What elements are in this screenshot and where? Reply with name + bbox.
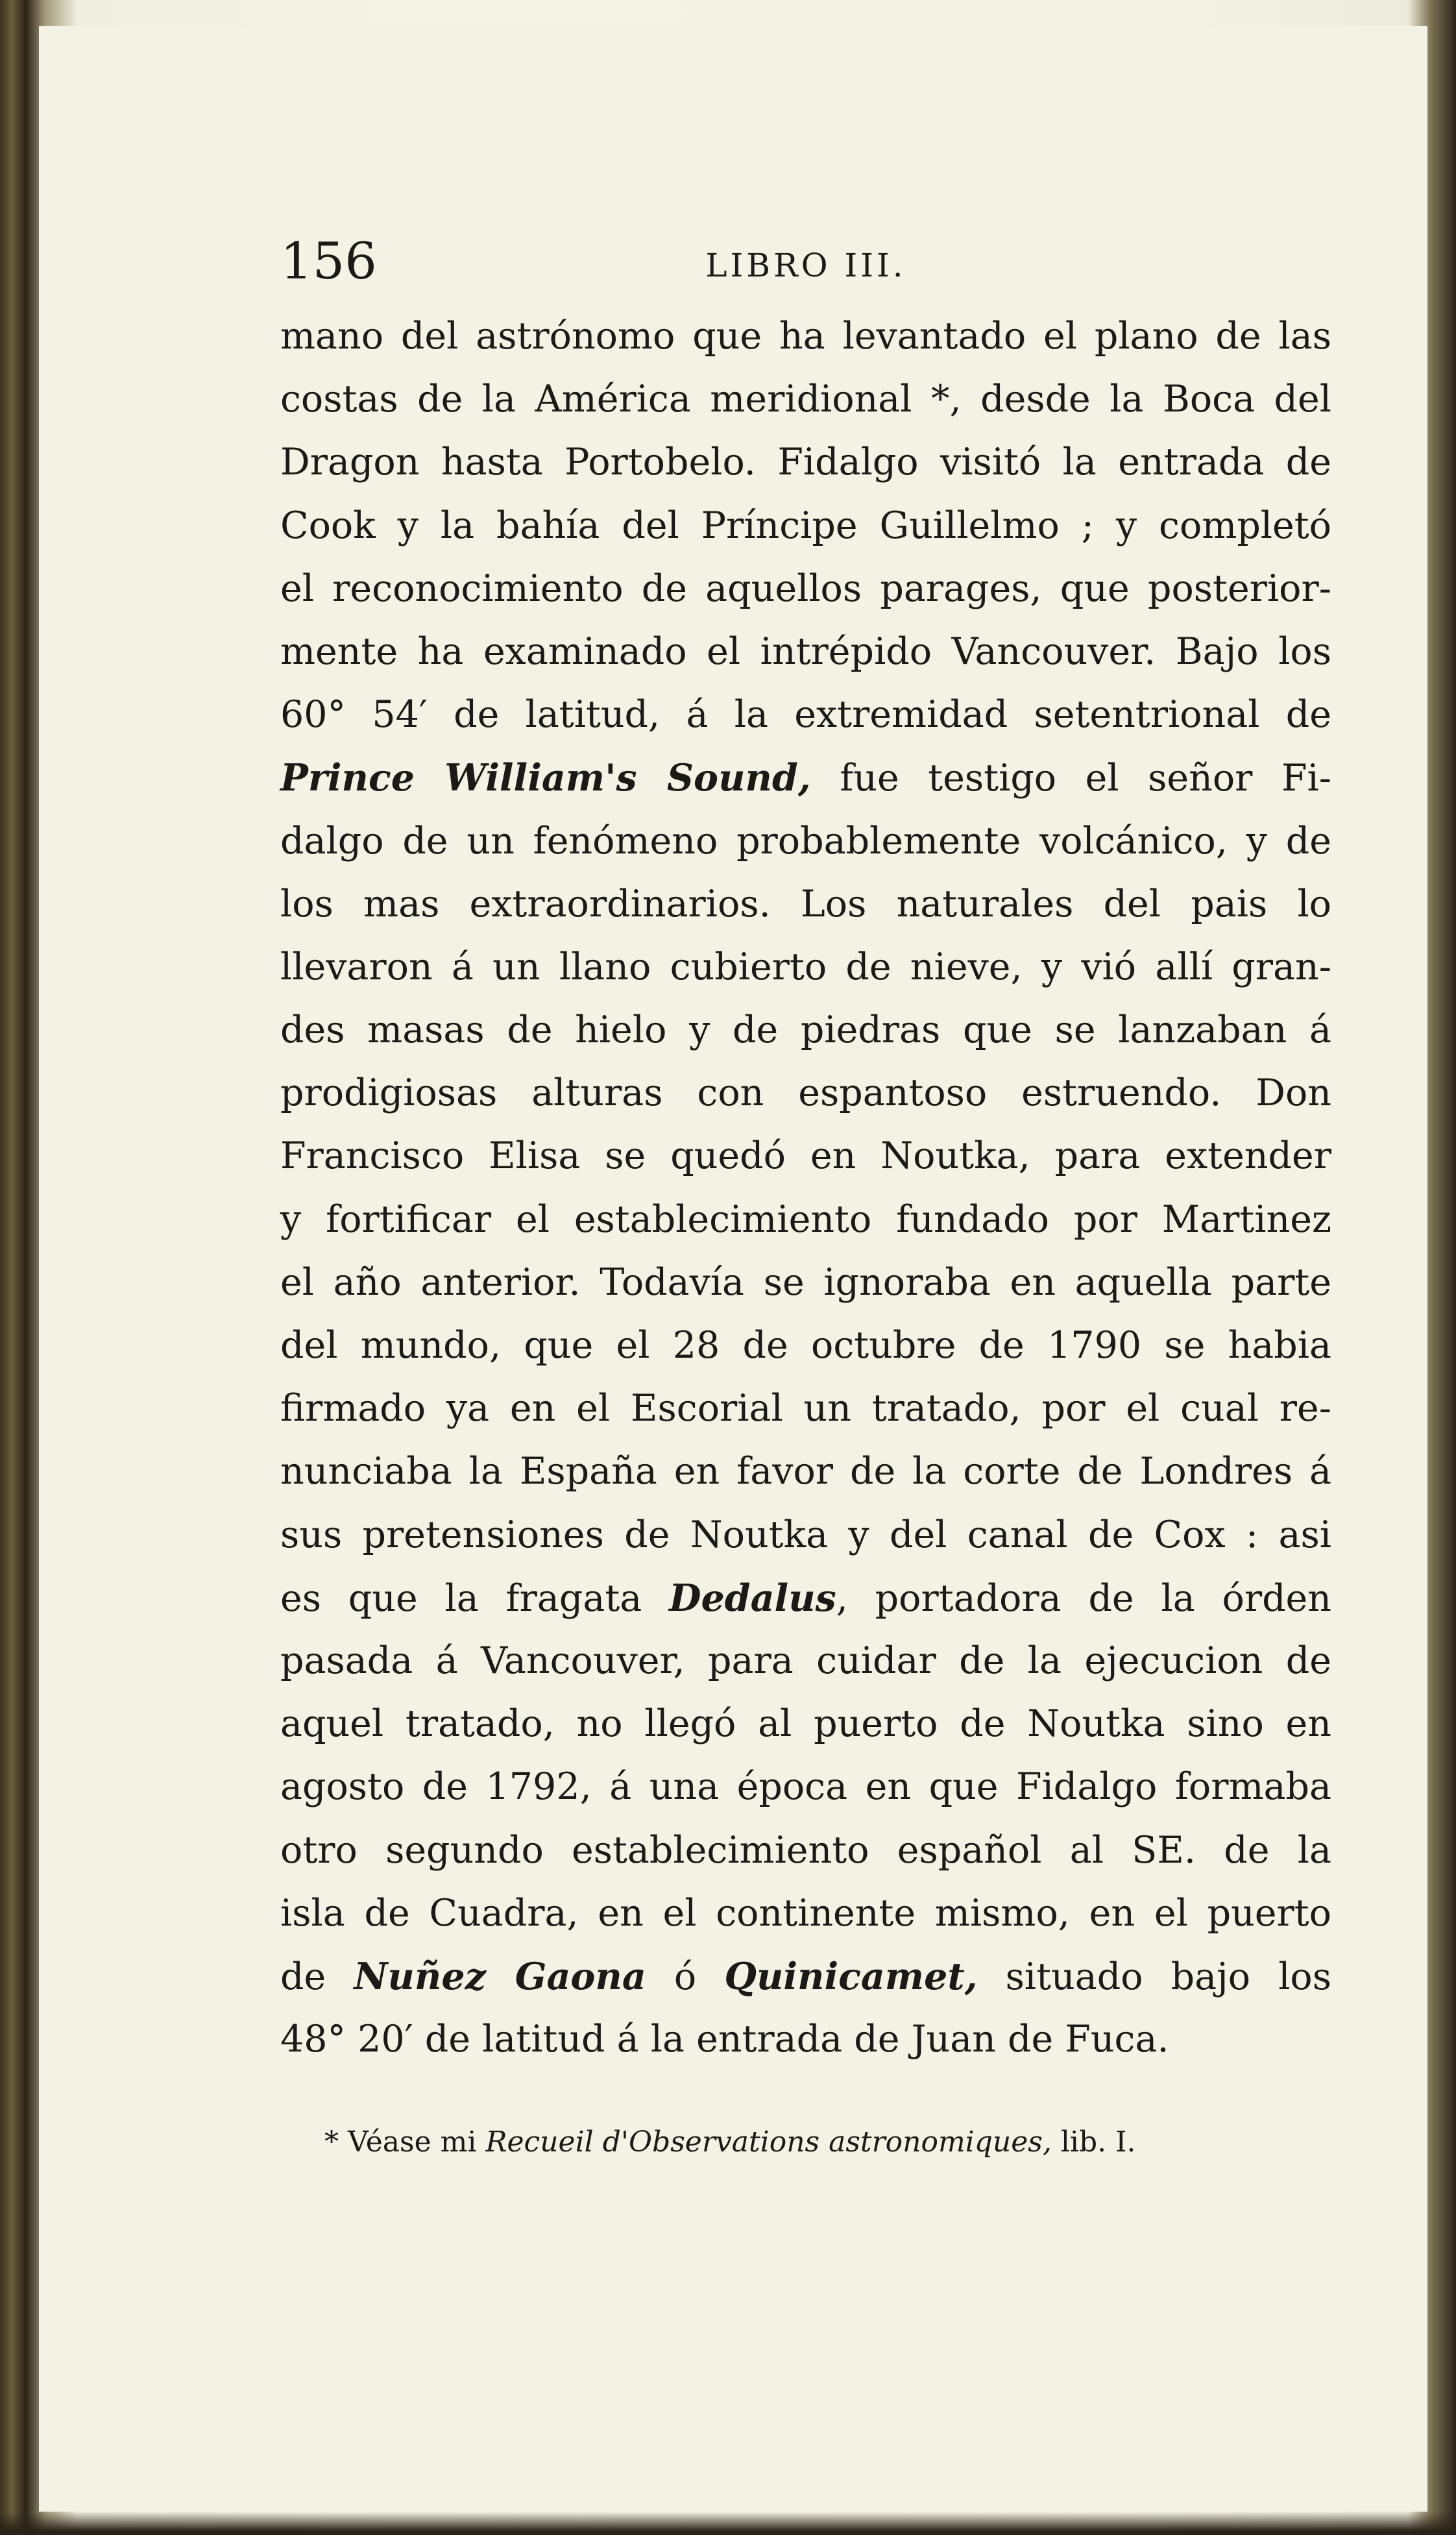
text-segment: Cook y la bahía del Príncipe Guillelmo ; y completó	[280, 504, 1331, 547]
text-line	[280, 1062, 1331, 1125]
text-segment: sus pretensiones de Noutka y del canal de Cox : asi	[280, 1513, 1331, 1556]
italic-text: Prince William's Sound,	[280, 756, 811, 800]
text-line	[280, 1819, 1331, 1882]
footnote-title: Recueil d'Observations astronomiques,	[485, 2125, 1052, 2159]
text-segment: el reconocimiento de aquellos parages, que posterior-	[280, 567, 1331, 610]
text-line	[280, 1440, 1331, 1503]
text-segment: des masas de hielo y de piedras que se lanzaban á	[280, 1009, 1331, 1052]
text-line	[280, 1693, 1331, 1756]
text-segment: situado bajo los	[977, 1955, 1331, 1998]
text-line	[280, 746, 1331, 809]
text-line	[280, 1630, 1331, 1693]
page-header	[280, 226, 1331, 297]
text-line	[280, 1756, 1331, 1819]
text-line	[280, 683, 1331, 746]
text-line	[280, 495, 1331, 557]
text-line	[280, 810, 1331, 873]
text-segment: del mundo, que el 28 de octubre de 1790 se habia	[280, 1324, 1331, 1367]
text-line	[280, 1945, 1331, 2008]
scan-bottom-edge	[0, 2512, 1456, 2535]
text-line	[280, 873, 1331, 936]
text-line	[280, 999, 1331, 1062]
text-segment: costas de la América meridional *, desde la Boca del	[280, 378, 1331, 421]
text-line	[280, 1377, 1331, 1440]
footnote-prefix: Véase mi	[339, 2125, 486, 2159]
text-segment: isla de Cuadra, en el continente mismo, en el puerto	[280, 1891, 1331, 1935]
text-segment: los mas extraordinarios. Los naturales del pais lo	[280, 882, 1331, 925]
text-line	[280, 1882, 1331, 1945]
text-line	[280, 1314, 1331, 1377]
text-segment: prodigiosas alturas con espantoso estruendo. Don	[280, 1072, 1331, 1115]
text-segment: , portadora de la órden	[836, 1576, 1331, 1620]
text-segment: firmado ya en el Escorial un tratado, por el cual re-	[280, 1387, 1331, 1430]
text-line	[280, 305, 1331, 368]
text-line	[280, 368, 1331, 431]
text-line	[280, 1567, 1331, 1630]
text-line	[280, 557, 1331, 620]
text-segment: el año anterior. Todavía se ignoraba en aquella parte	[280, 1260, 1331, 1304]
text-segment: pasada á Vancouver, para cuidar de la ejecucion de	[280, 1639, 1331, 1682]
text-segment: de	[280, 1955, 354, 1998]
text-segment: Francisco Elisa se quedó en Noutka, para extender	[280, 1134, 1331, 1178]
text-segment: aquel tratado, no llegó al puerto de Noutka sino en	[280, 1702, 1331, 1746]
text-line	[280, 1125, 1331, 1188]
footnote-suffix: lib. I.	[1051, 2125, 1136, 2159]
footnote	[324, 2120, 1337, 2165]
text-line	[280, 2008, 1331, 2071]
page-number: 156	[280, 232, 377, 291]
text-segment: fue testigo el señor Fi-	[810, 757, 1331, 800]
text-segment: nunciaba la España en favor de la corte de Londres á	[280, 1450, 1331, 1493]
text-segment: ó	[646, 1955, 725, 1998]
text-segment: dalgo de un fenómeno probablemente volcánico, y de	[280, 819, 1331, 863]
text-line	[280, 620, 1331, 683]
text-segment: es que la fragata	[280, 1576, 670, 1620]
text-segment: llevaron á un llano cubierto de nieve, y vió allí gran-	[280, 945, 1331, 988]
text-segment: agosto de 1792, á una época en que Fidalgo formaba	[280, 1765, 1331, 1809]
italic-text: Nuñez Gaona	[354, 1954, 646, 1998]
text-segment: Dragon hasta Portobelo. Fidalgo visitó la entrada de	[280, 441, 1331, 484]
text-segment: mente ha examinado el intrépido Vancouver. Bajo los	[280, 630, 1331, 673]
text-segment: 48° 20′ de latitud á la entrada de Juan de Fuca.	[280, 2018, 1169, 2061]
running-head: LIBRO III.	[705, 247, 906, 284]
text-segment: otro segundo establecimiento español al SE. de la	[280, 1828, 1331, 1872]
text-line	[280, 1504, 1331, 1567]
italic-text: Dedalus	[669, 1576, 836, 1620]
text-segment: mano del astrónomo que ha levantado el plano de las	[280, 315, 1331, 358]
text-line	[280, 1188, 1331, 1251]
text-segment: y fortificar el establecimiento fundado por Martinez	[280, 1197, 1331, 1241]
body-text	[280, 305, 1331, 2071]
text-line	[280, 431, 1331, 494]
footnote-marker: *	[324, 2125, 339, 2159]
italic-text: Quinicamet,	[724, 1954, 978, 1998]
text-segment: 60° 54′ de latitud, á la extremidad setentrional de	[280, 693, 1331, 737]
text-line	[280, 1251, 1331, 1314]
text-line	[280, 936, 1331, 999]
